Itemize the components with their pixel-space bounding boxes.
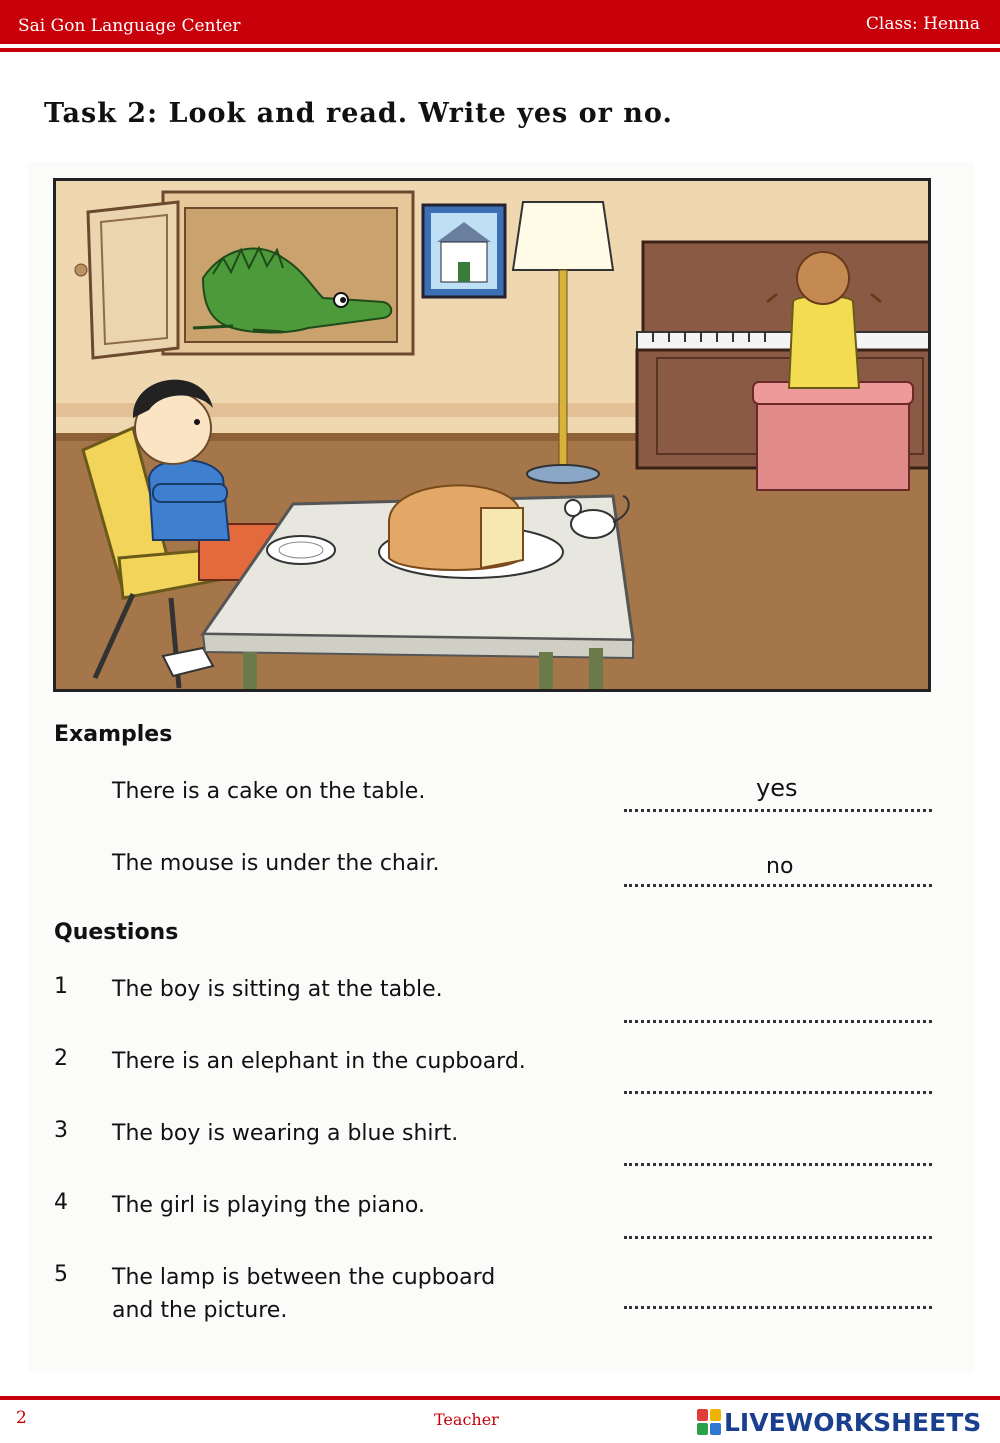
liveworksheets-logo [697,1405,981,1439]
question-5-text-line-1: The lamp is between the cupboard [112,1265,496,1290]
footer-rule [0,1396,1000,1400]
logo-icon [697,1409,721,1435]
question-4-number: 4 [54,1190,68,1215]
question-4-answer-field[interactable] [624,1236,932,1239]
questions-heading: Questions [54,920,179,945]
question-2-answer-field[interactable] [624,1091,932,1094]
example-1-answer-line [624,809,932,812]
question-1-text: The boy is sitting at the table. [112,977,443,1002]
question-5-answer-field[interactable] [624,1306,932,1309]
question-5-number: 5 [54,1262,68,1287]
example-2-text: The mouse is under the chair. [112,851,440,876]
example-1-text: There is a cake on the table. [112,779,426,804]
example-2-answer: no [766,854,794,879]
question-4-text: The girl is playing the piano. [112,1193,425,1218]
room-illustration [53,178,931,692]
class-label: Class: Henna [865,14,980,34]
page-number: 2 [16,1408,27,1428]
house-picture [423,205,505,297]
example-1-answer: yes [756,774,798,802]
header-rule [0,48,1000,52]
question-1-number: 1 [54,974,68,999]
question-5-text-line-2: and the picture. [112,1298,288,1323]
question-3-number: 3 [54,1118,68,1143]
examples-heading: Examples [54,722,173,747]
example-2-answer-line [624,884,932,887]
logo-text: LIVEWORKSHEETS [724,1407,982,1437]
school-name: Sai Gon Language Center [18,16,241,36]
header-bar [0,0,1000,44]
question-2-text: There is an elephant in the cupboard. [112,1049,526,1074]
question-1-answer-field[interactable] [624,1020,932,1023]
question-2-number: 2 [54,1046,68,1071]
question-3-text: The boy is wearing a blue shirt. [112,1121,459,1146]
footer-label: Teacher [434,1410,499,1429]
question-3-answer-field[interactable] [624,1163,932,1166]
task-title: Task 2: Look and read. Write yes or no. [44,98,673,129]
